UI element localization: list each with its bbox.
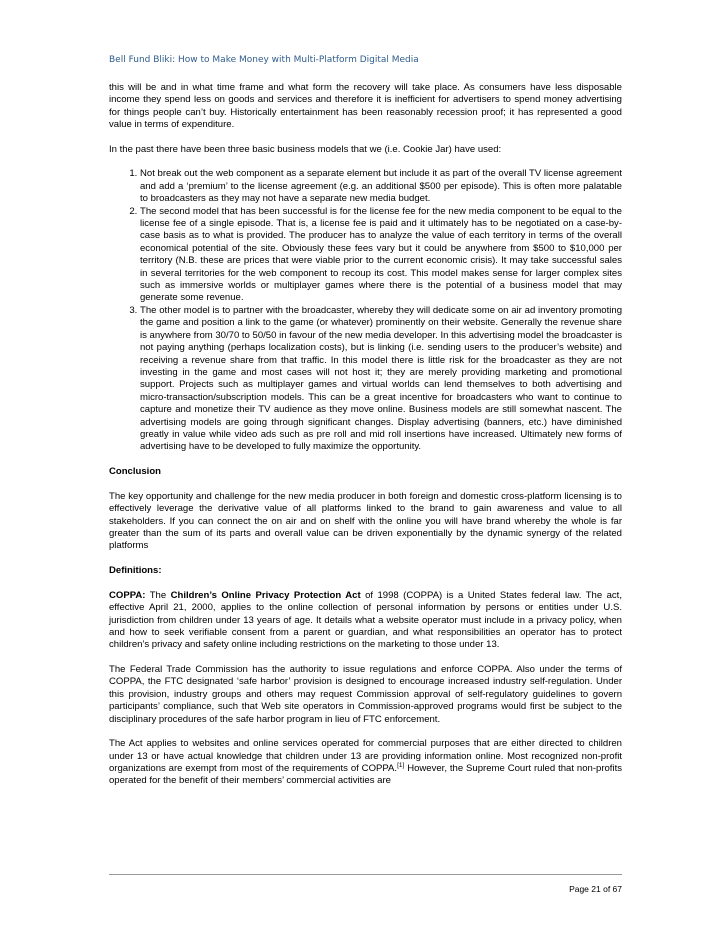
paragraph-coppa [109, 590, 622, 652]
conclusion-heading: Conclusion [109, 466, 161, 478]
coppa-definition: of 1998 (COPPA) is a United States federal law. The act, effective April 21, 2000, applies to the online collection of personal information by persons or entities under U.S. jurisdiction from children under 13 years of age. It details what a website operator must include in a privacy policy, when and how to seek verifiable consent from a parent or guardian, and what responsibilities an operator has to protect children’s privacy and safety online including restrictions on the marketing to those under 13. [109, 589, 622, 651]
footnote-reference[interactable]: [1] [397, 761, 405, 769]
paragraph-conclusion: The key opportunity and challenge for the new media producer in both foreign and domestic cross-platform licensing is to effectively leverage the derivative value of all platforms linked to the brand to gain awareness and value to all stakeholders. If you can connect the on air and on shelf with the online you will have brand whereby the whole is far greater than the sum of its parts and overall value can be driven exponentially by the dynamic synergy of the related platforms [109, 490, 622, 552]
paragraph-recession: this will be and in what time frame and what form the recovery will take place. As consumers have less disposable income they spend less on goods and services and therefore it is inefficient for advertisers to spend money advertising for things people can’t buy. Historically entertainment has been reasonably recession proof; it has represented a good value in terms of expenditure. [109, 82, 622, 131]
page-body [109, 82, 622, 800]
coppa-label: COPPA: [109, 589, 146, 601]
paragraph-act-applies [109, 738, 622, 788]
list-item: 3. The other model is to partner with the broadcaster, whereby they will dedicate some on air ad inventory promoting the game and position a link to the game (or whatever) prominently on their website. Generally the revenue share is anywhere from 30/70 to 50/50 in favour of the new media developer. In this advertising model the broadcaster is not paying anything (perhaps localization costs), but is linking (i.e. sending users to the producer’s website) and receiving a revenue share from that traffic. In this model there is little risk for the broadcaster as they are not investing in the game and most cases will not host it; they are merely providing marketing and promotional support. Projects such as multiplayer games and virtual worlds can lend themselves to both advertising and micro-transaction/subscription models. This can be a great incentive for broadcasters who want to continue to capture and monetize their TV audience as they move online. Business models are still somewhat nascent. The advertising models are going through significant changes. Display advertising (banners, etc.) have diminished greatly in value while video ads such as pre roll and mid roll insertions have increased. Ultimately new forms of advertising have to be developed to fully maximize the opportunity. [140, 305, 622, 454]
running-header: Bell Fund Bliki: How to Make Money with Multi-Platform Digital Media [109, 55, 419, 65]
paragraph-business-models-intro: In the past there have been three basic business models that we (i.e. Cookie Jar) have used: [109, 143, 502, 155]
page-number: Page 21 of 67 [569, 884, 622, 894]
coppa-act-name: Children’s Online Privacy Protection Act [170, 589, 361, 601]
list-item: 1. Not break out the web component as a separate element but include it as part of the overall TV license agreement and add a ‘premium’ to the license agreement (e.g. an additional $500 per episode). This is often more palatable to broadcasters as they may not have a separate new media budget. [140, 168, 622, 205]
business-models-list [109, 168, 622, 453]
paragraph-ftc: The Federal Trade Commission has the authority to issue regulations and enforce COPPA. Also under the terms of COPPA, the FTC designated ‘safe harbor’ provision is designed to encourage increased industry self-regulation. Under this provision, industry groups and others may request Commission approval of self-regulatory guidelines to govern participants’ compliance, such that Web site operators in Commission-approved programs would first be subject to the disciplinary procedures of the safe harbor program in lieu of FTC enforcement. [109, 663, 622, 725]
list-item: 2. The second model that has been successful is for the license fee for the new media component to be equal to the license fee of a single episode. That is, a license fee is paid and it ultimately has to be negotiated on a case-by-case basis as to what is provided. The producer has to analyze the value of each territory in terms of the overall economical potential of the site. Obviously these fees vary but it could be anywhere from $500 to $10,000 per territory (N.B. these are prices that were viable prior to the current economic crisis). It may take successful sales in several territories for the web component to recoup its cost. This model makes sense for larger complex sites such as immersive worlds or multiplayer games where there is the potential of a business model that may generate some revenue. [140, 206, 622, 305]
act-text-part2: However, the Supreme Court ruled that non-profits operated for the benefit of their members’ commercial activities are [109, 763, 623, 787]
coppa-the: The [145, 589, 171, 601]
footer-divider [109, 874, 622, 875]
act-text-part1: The Act applies to websites and online services operated for commercial purposes that are either directed to children under 13 or have actual knowledge that children under 13 are providing information online. Most recognized non-profit organizations are exempt from most of the requirements of COPPA. [109, 738, 622, 775]
definitions-heading: Definitions: [109, 565, 162, 577]
